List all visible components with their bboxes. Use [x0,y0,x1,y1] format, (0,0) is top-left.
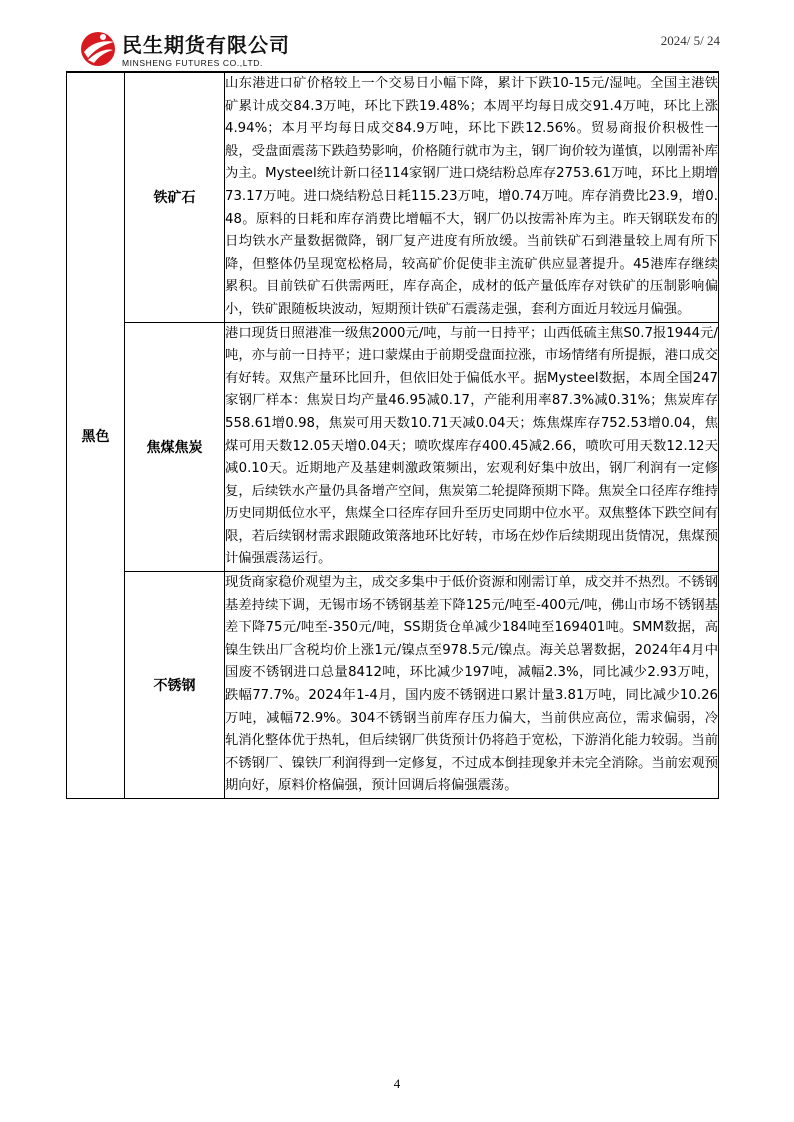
company-name-cn: 民生期货有限公司 [122,33,290,57]
commodity-analysis: 港口现货日照港准一级焦2000元/吨，与前一日持平；山西低硫主焦S0.7报1944元/吨，亦与前一日持平；进口蒙煤由于前期受盘面拉涨，市场情绪有所提振，港口成交有好转。双焦产量环比回升，但依旧处于偏低水平。据Mysteel数据，本周全国247家钢厂样本：焦炭日均产量46.95减0.17，产能利用率87.3%减0.31%；焦炭库存558.61增0.98，焦炭可用天数10.71天减0.04天；炼焦煤库存752.53增0.04，焦煤可用天数12.05天增0.04天；喷吹煤库存400.45减2.66，喷吹可用天数12.12天减0.10天。近期地产及基建刺激政策频出，宏观利好集中放出，钢厂利润有一定修复，后续铁水产量仍具备增产空间，焦炭第二轮提降预期下降。焦炭全口径库存维持历史同期低位水平，焦煤全口径库存回升至历史同期中位水平。双焦整体下跌空间有限，若后续钢材需求跟随政策落地环比好转，市场在炒作后续期现出货情况，焦煤预计偏强震荡运行。 [225,322,719,572]
company-name-en: MINSHENG FUTURES CO.,LTD. [122,58,263,68]
page-header [0,0,794,72]
table-row [67,572,719,799]
minsheng-logo-icon [78,28,118,68]
report-date: 2024/ 5/ 24 [660,33,720,48]
commodity-analysis: 现货商家稳价观望为主，成交多集中于低价资源和刚需订单，成交并不热烈。不锈钢基差持续下调，无锡市场不锈钢基差下降125元/吨至-400元/吨，佛山市场不锈钢基差下降75元/吨至-350元/吨，SS期货仓单减少184吨至169401吨。SMM数据，高镍生铁出厂含税均价上涨1元/镍点至978.5元/镍点。海关总署数据，2024年4月中国废不锈钢进口总量8412吨，环比减少197吨，减幅2.3%，同比减少2.93万吨，跌幅77.7%。2024年1-4月，国内废不锈钢进口累计量3.81万吨，同比减少10.26万吨，减幅72.9%。304不锈钢当前库存压力偏大，当前供应高位，需求偏弱，冷轧消化整体优于热轧，但后续钢厂供货预计仍将趋于宽松，下游消化能力较弱。当前不锈钢厂、镍铁厂利润得到一定修复，不过成本倒挂现象并未完全消除。当前宏观预期向好，原料价格偏强，预计回调后将偏强震荡。 [225,572,719,799]
page-number: 4 [393,1076,401,1091]
commodity-name: 不锈钢 [125,572,225,799]
commodity-name: 焦煤焦炭 [125,322,225,572]
table-row [67,322,719,572]
table-row [67,73,719,323]
sector-label: 黑色 [67,73,125,799]
commodity-analysis: 山东港进口矿价格较上一个交易日小幅下降，累计下跌10-15元/湿吨。全国主港铁矿累计成交84.3万吨，环比下跌19.48%；本周平均每日成交91.4万吨，环比上涨4.94%；本月平均每日成交84.9万吨，环比下跌12.56%。贸易商报价积极性一般，受盘面震荡下跌趋势影响，价格随行就市为主，钢厂询价较为谨慎，以刚需补库为主。Mysteel统计新口径114家钢厂进口烧结粉总库存2753.61万吨，环比上期增73.17万吨。进口烧结粉总日耗115.23万吨，增0.74万吨。库存消费比23.9，增0.48。原料的日耗和库存消费比增幅不大，钢厂仍以按需补库为主。昨天钢联发布的日均铁水产量数据微降，钢厂复产进度有所放缓。当前铁矿石到港量较上周有所下降，但整体仍呈现宽松格局，较高矿价促使非主流矿供应显著提升。45港库存继续累积。目前铁矿石供需两旺，库存高企，成材的低产量低库存对铁矿的压制影响偏小，铁矿跟随板块波动，短期预计铁矿石震荡走强，套利方面近月较远月偏强。 [225,73,719,323]
commodity-table [66,72,719,799]
commodity-name: 铁矿石 [125,73,225,323]
